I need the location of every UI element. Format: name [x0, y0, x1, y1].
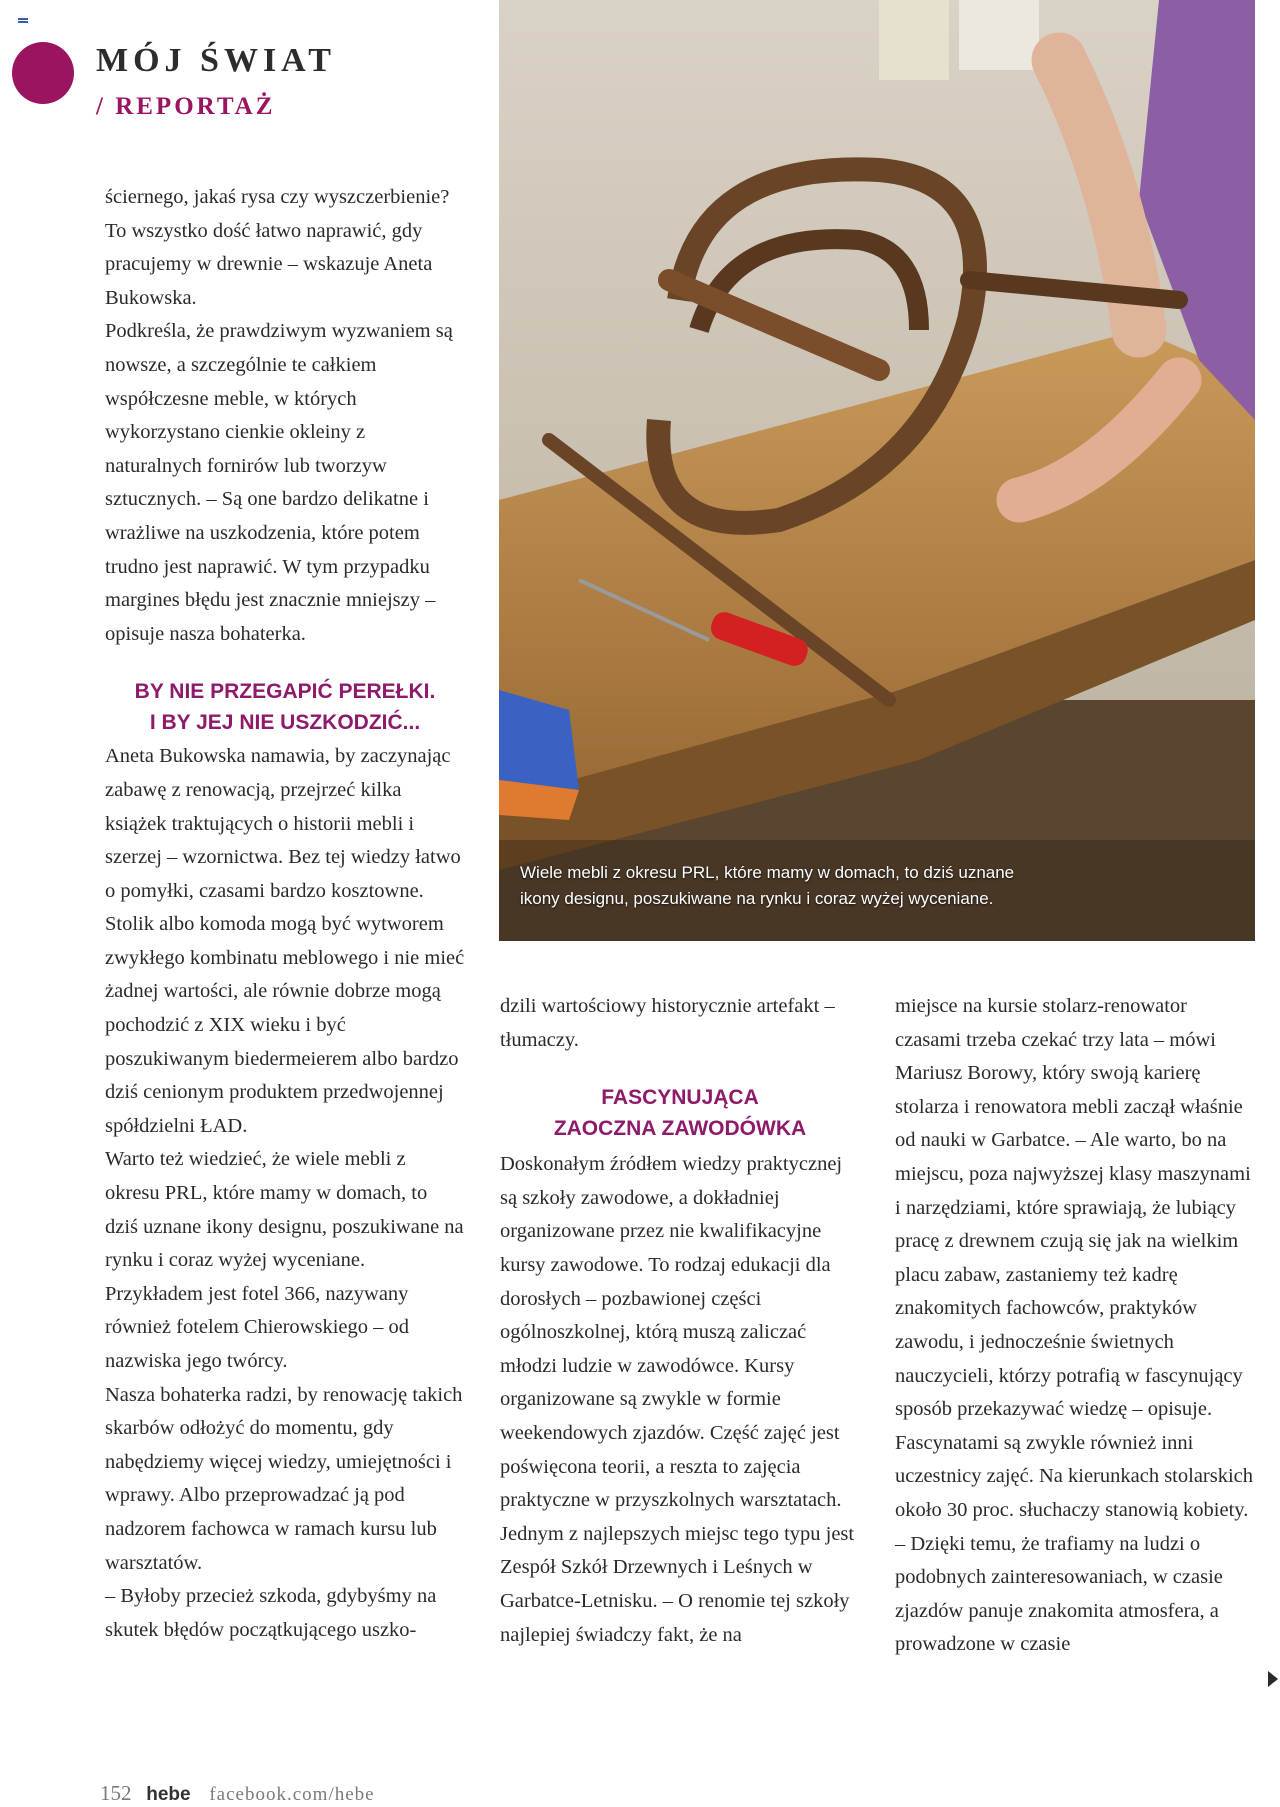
paragraph: Warto też wiedzieć, że wiele mebli z okresu PRL, które mamy w domach, to dziś uznane ikony designu, poszukiwane na rynku i coraz wyżej wyceniane. Przykładem jest fotel 366, nazywany również fotelem Chierowskiego – od nazwiska jego twórcy.: [105, 1148, 464, 1372]
photo-caption: [520, 860, 1120, 912]
paragraph: Fascynatami są zwykle również inni uczestnicy zajęć. Na kierunkach stolarskich około 30 proc. słuchaczy stanowią kobiety. – Dzięki temu, że trafiamy na ludzi o podobnych zainteresowaniach, w czasie zjazdów panuje znakomita atmosfera, a prowadzone w czasie: [895, 1431, 1254, 1656]
facebook-link[interactable]: facebook.com/hebe: [209, 1784, 375, 1805]
paragraph: Aneta Bukowska namawia, by zaczynając zabawę z renowacją, przejrzeć kilka książek traktujących o historii mebli i szerzej – wzornictwa. Bez tej wiedzy łatwo o pomyłki, czasami bardzo kosztowne. Stolik albo komoda mogą być wytworem zwykłego kombinatu meblowego i nie mieć żadnej wartości, ale równie dobrze mogą pochodzić z XIX wieku i być poszukiwanym biedermeierem albo bardzo dziś cenionym produktem przedwojennej spółdzielni ŁAD.: [105, 745, 465, 1137]
subheading: [105, 676, 465, 738]
paragraph: dzili wartościowy historycznie artefakt – tłumaczy.: [500, 995, 835, 1051]
brand-logo: hebe: [146, 1784, 191, 1805]
paragraph: Doskonałym źródłem wiedzy praktycznej są szkoły zawodowe, a dokładniej organizowane przez nie kwalifikacyjne kursy zawodowe. To rodzaj edukacji dla dorosłych – pozbawionej części ogólnoszkolnej, którą muszą zaliczać młodzi ludzie w zawodówce. Kursy organizowane są zwykle w formie weekendowych zjazdów. Część zajęć jest poświęcona teorii, a reszta to zajęcia praktyczne w przyszkolnych warsztatach.: [500, 1153, 843, 1512]
subheading-line: BY NIE PRZEGAPIĆ PEREŁKI.: [134, 680, 436, 704]
paragraph: Nasza bohaterka radzi, by renowację takich skarbów odłożyć do momentu, gdy nabędziemy więcej wiedzy, umiejętności i wprawy. Albo przeprowadzać ją pod nadzorem fachowca w ramach kursu lub warsztatów.: [105, 1383, 463, 1574]
continue-arrow-icon[interactable]: [1268, 1671, 1278, 1687]
section-title: MÓJ ŚWIAT: [96, 42, 336, 79]
caption-line: ikony designu, poszukiwane na rynku i coraz wyżej wyceniane.: [520, 889, 994, 908]
paragraph: Podkreśla, że prawdziwym wyzwaniem są nowsze, a szczególnie te całkiem współczesne meble, w których wykorzystano cienkie okleiny z naturalnych fornirów lub tworzyw sztucznych. – Są one bardzo delikatne i wrażliwe na uszkodzenia, które potem trudno jest naprawić. W tym przypadku margines błędu jest znacznie mniejszy – opisuje nasza bohaterka.: [105, 320, 453, 645]
article-column-3: [895, 990, 1255, 1662]
page-footer: [100, 1781, 375, 1806]
paragraph: – Byłoby przecież szkoda, gdybyśmy na skutek błędów początkującego uszko-: [105, 1585, 437, 1641]
subsection-title: / REPORTAŻ: [96, 93, 276, 120]
paragraph: miejsce na kursie stolarz-renowator czasami trzeba czekać trzy lata – mówi Mariusz Borowy, który swoją karierę stolarza i renowatora mebli zaczął właśnie od nauki w Garbatce. – Ale warto, bo na miejscu, poza najwyższej klasy maszynami i narzędziami, które sprawiają, że lubiący pracę z drewnem czują się jak na wielkim placu zabaw, zastaniemy też kadrę znakomitych fachowców, praktyków zawodu, i jednocześnie świetnych nauczycieli, którzy potrafią w fascynujący sposób przekazywać wiedzę – opisuje.: [895, 995, 1251, 1421]
article-column-2: [500, 990, 860, 1652]
workbench-photo: [499, 0, 1255, 941]
subheading-line: FASCYNUJĄCA: [601, 1086, 759, 1110]
caption-line: Wiele mebli z okresu PRL, które mamy w domach, to dziś uznane: [520, 863, 1015, 882]
paragraph: Jednym z najlepszych miejsc tego typu jest Zespół Szkół Drzewnych i Leśnych w Garbatce-Letnisku. – O renomie tej szkoły najlepiej świadczy fakt, że na: [500, 1522, 855, 1646]
subheading-line: I BY JEJ NIE USZKODZIĆ...: [149, 711, 421, 735]
subheading: [500, 1082, 860, 1144]
subheading-line: ZAOCZNA ZAWODÓWKA: [553, 1117, 807, 1141]
menu-icon[interactable]: [18, 18, 28, 25]
section-marker-circle: [12, 42, 74, 104]
page-number: 152: [100, 1781, 132, 1805]
article-column-1: [105, 181, 465, 1647]
paragraph: ściernego, jakaś rysa czy wyszczerbienie? To wszystko dość łatwo naprawić, gdy pracujemy w drewnie – wskazuje Aneta Bukowska.: [105, 186, 450, 309]
